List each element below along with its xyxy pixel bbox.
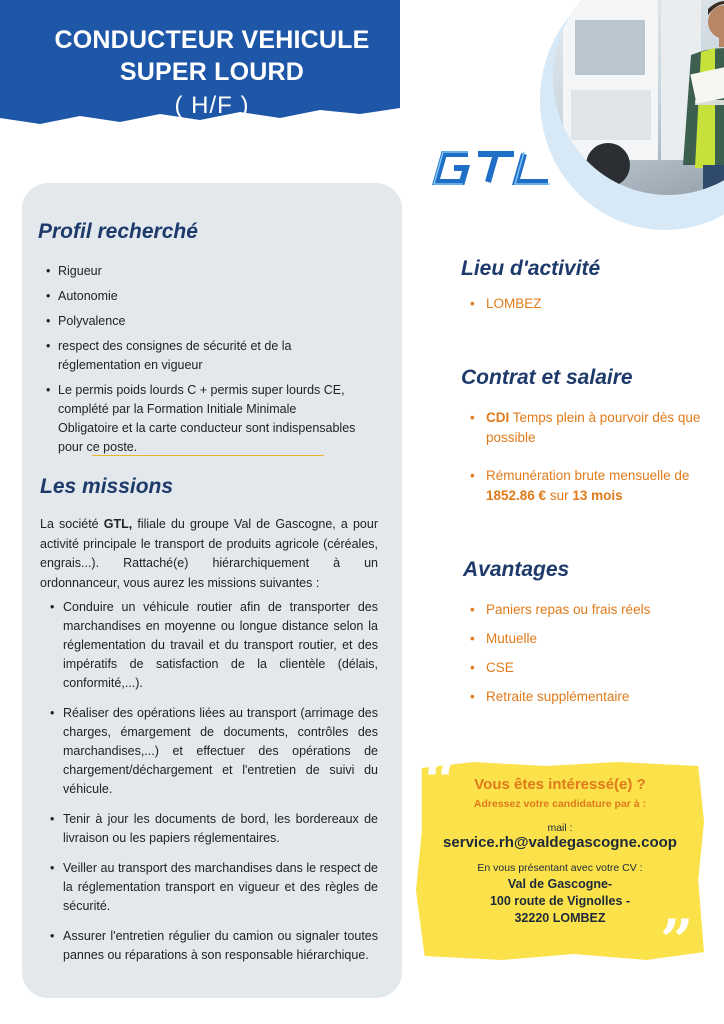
address-line: Val de Gascogne- [507, 877, 613, 891]
profile-item: • Rigueur [40, 262, 360, 281]
quote-close-icon: ” [660, 907, 694, 975]
profile-item: • Polyvalence [40, 312, 360, 331]
job-title-line2: SUPER LOURD [119, 58, 305, 86]
address-line: 100 route de Vignolles - [489, 894, 631, 908]
intro-post: filiale du groupe Val de Gascogne, a pour activité principale le transport de produits agricole (céréales, engrais...). Rattaché(e) hiérarchiquement à un ordonnanceur, vous aurez les missions suivantes : [40, 517, 378, 590]
intro-company: GTL, [103, 517, 133, 531]
contract-heading: Contrat et salaire [461, 366, 633, 389]
mission-item: • Tenir à jour les documents de bord, les bordereaux de livraison ou les papiers réglementaires. [46, 810, 378, 848]
location-value: • LOMBEZ [462, 294, 702, 314]
accent-divider [92, 455, 324, 456]
address-line: 32220 LOMBEZ [514, 911, 606, 925]
missions-heading: Les missions [40, 475, 174, 498]
location-list [462, 294, 702, 314]
salary-amount: 1852.86 € [486, 488, 547, 503]
missions-intro [40, 515, 378, 593]
salary-mid: sur [546, 488, 573, 503]
gtl-logo [432, 148, 554, 188]
apply-subtitle: Adressez votre candidature par à : [473, 798, 647, 810]
profile-item: • Autonomie [40, 287, 360, 306]
cv-label: En vous présentant avec votre CV : [477, 862, 643, 874]
gtl-logo-mark [432, 148, 554, 188]
salary-months: 13 mois [572, 488, 623, 503]
profile-heading: Profil recherché [38, 220, 198, 243]
contract-salary [462, 466, 702, 506]
quote-open-icon: “ [424, 747, 458, 815]
benefit-item: • Retraite supplémentaire [462, 687, 702, 707]
contract-type-bold: CDI [486, 410, 510, 425]
profile-list [40, 262, 360, 463]
location-heading: Lieu d'activité [461, 257, 601, 280]
benefits-heading: Avantages [463, 558, 570, 581]
contract-type-rest: Temps plein à pourvoir dès que possible [486, 410, 701, 445]
mission-item: • Veiller au transport des marchandises dans le respect de la réglementation transport en vigueur et des règles de sécurité. [46, 859, 378, 916]
contract-list [462, 408, 702, 506]
apply-title: Vous êtes intéressé(e) ? [474, 776, 646, 793]
benefit-item: • Paniers repas ou frais réels [462, 600, 702, 620]
benefit-item: • Mutuelle [462, 629, 702, 649]
profile-item: • Le permis poids lourds C + permis super lourds CE, complété par la Formation Initiale Minimale Obligatoire et la carte conducteur sont indispensables pour ce poste. [40, 381, 360, 457]
salary-pre: Rémunération brute mensuelle de [486, 468, 690, 483]
profile-item: • respect des consignes de sécurité et de la réglementation en vigueur [40, 337, 360, 375]
missions-list [46, 598, 378, 976]
mission-item: • Conduire un véhicule routier afin de transporter des marchandises en moyenne ou longue distance selon la réglementation du travail et du transport routier, et des impératifs de satisfaction de la clientèle (délais, conformité,...). [46, 598, 378, 693]
benefits-list [462, 600, 702, 707]
job-title-gender: ( H/F ) [174, 92, 250, 119]
contract-type [462, 408, 702, 448]
job-title [0, 24, 424, 122]
mail-label: mail : [547, 822, 573, 834]
mission-item: • Réaliser des opérations liées au transport (arrimage des charges, émargement de documents, contrôles des marchandises,...) et effectuer des opérations de chargement/déchargement et l'entretien de suivi du véhicule. [46, 704, 378, 799]
benefit-item: • CSE [462, 658, 702, 678]
postal-address [416, 876, 704, 927]
intro-pre: La société [40, 517, 104, 531]
mission-item: • Assurer l'entretien régulier du camion ou signaler toutes pannes ou réparations à son responsable hiérarchique. [46, 927, 378, 965]
job-title-line1: CONDUCTEUR VEHICULE [54, 26, 370, 54]
email-link[interactable]: service.rh@valdegascogne.coop [443, 834, 677, 851]
